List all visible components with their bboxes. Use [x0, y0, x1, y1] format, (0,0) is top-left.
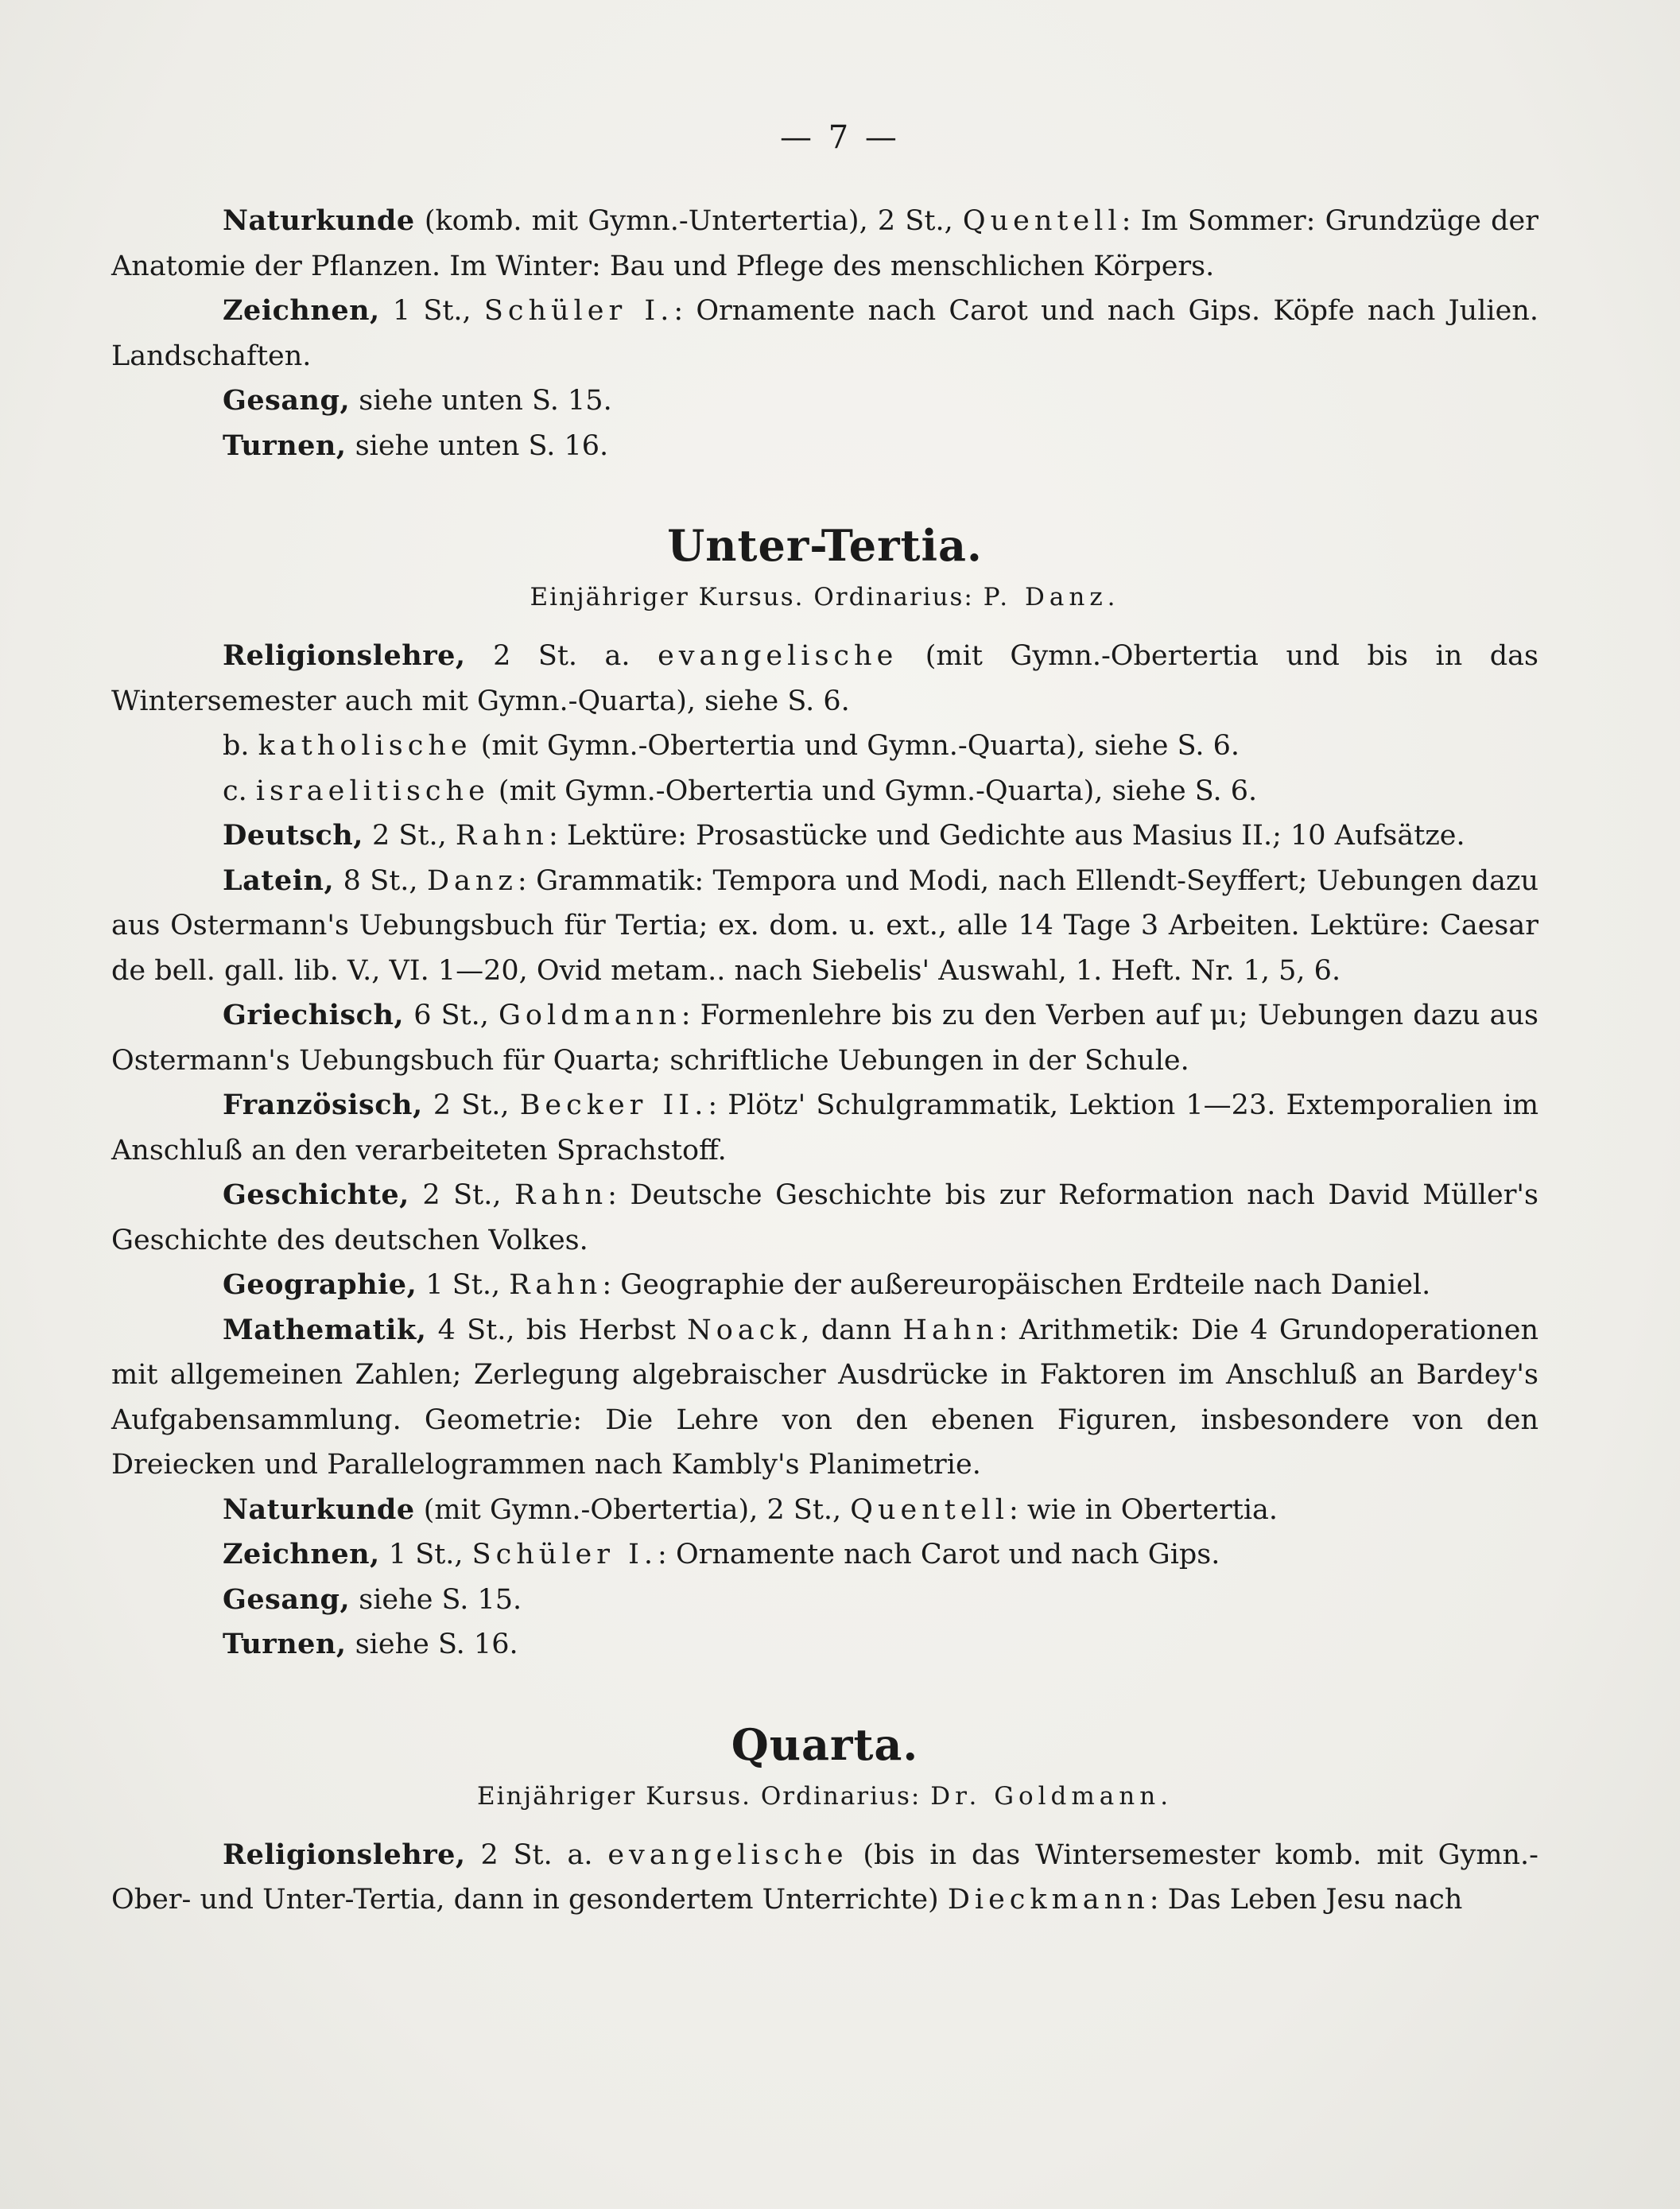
- page-content: [111, 199, 1538, 1923]
- entry-text: : Im Sommer: Grundzüge der Anatomie der Pflanzen. Im Winter: Bau und Pflege des menschlichen Körpers.: [111, 205, 1538, 282]
- teacher-name: Rahn: [514, 1179, 608, 1211]
- entry-latein: [111, 859, 1538, 994]
- teacher-name: Goldmann: [498, 1000, 681, 1031]
- entry-text: (bis in das Wintersemester komb. mit Gymn.-Ober- und Unter-Tertia, dann in gesondertem Unterrichte): [111, 1838, 1538, 1916]
- teacher-name: Schüler I.: [483, 295, 674, 327]
- entry-geschichte: [111, 1173, 1538, 1263]
- entry-geographie: [111, 1263, 1538, 1308]
- subject-heading: Zeichnen,: [223, 294, 380, 327]
- section-subtitle: [111, 1777, 1538, 1815]
- entry-religion-b: [111, 724, 1538, 769]
- entry-deutsch: [111, 813, 1538, 859]
- subject-heading: Turnen,: [223, 429, 347, 462]
- entry-text: b.: [223, 730, 258, 762]
- page-number: — 7 —: [780, 119, 900, 156]
- entry-text: 2 St.,: [363, 820, 456, 852]
- teacher-name: Rahn: [455, 820, 549, 852]
- subject-heading: Geschichte,: [223, 1178, 409, 1211]
- entry-mathematik: [111, 1308, 1538, 1488]
- entry-text: : Lektüre: Prosastücke und Gedichte aus Masius II.; 10 Aufsätze.: [548, 820, 1465, 852]
- entry-text: (mit Gymn.-Obertertia und Gymn.-Quarta), siehe S. 6.: [471, 730, 1240, 762]
- teacher-name: Becker II.: [519, 1089, 708, 1121]
- entry-text: : Arithmetik: Die 4 Grundoperationen mit allgemeinen Zahlen; Zerlegung algebraischer Ausdrücke in Faktoren im Anschluß an Bardey's Aufgabensammlung. Geometrie: Die Lehre von den ebenen Figuren, insbesondere von den Dreiecken und Parallelogrammen nach Kambly's Planimetrie.: [111, 1314, 1539, 1481]
- subject-heading: Gesang,: [223, 384, 351, 417]
- entry-text: (mit Gymn.-Obertertia), 2 St.,: [414, 1493, 851, 1526]
- section-subtitle: [111, 578, 1538, 616]
- entry-text: : Deutsche Geschichte bis zur Reformation nach David Müller's Geschichte des deutschen Volkes.: [111, 1179, 1539, 1256]
- entry-text: 1 St.,: [379, 1539, 472, 1570]
- teacher-name: Quentell: [962, 205, 1122, 237]
- entry-text: c.: [223, 775, 256, 807]
- confession-label: evangelische: [658, 640, 898, 672]
- entry-text: : Geographie der außereuropäischen Erdteile nach Daniel.: [602, 1269, 1431, 1301]
- entry-text: 1 St.,: [379, 295, 484, 327]
- entry-text: siehe unten S. 16.: [346, 429, 609, 462]
- entry-text: 2 St. a.: [465, 1838, 608, 1871]
- entry-zeichnen: [111, 289, 1538, 379]
- subject-heading: Religionslehre,: [223, 639, 466, 672]
- teacher-name: Quentell: [850, 1493, 1009, 1526]
- entry-text: : Ornamente nach Carot und nach Gips. Köpfe nach Julien. Landschaften.: [111, 295, 1538, 372]
- subject-heading: Griechisch,: [223, 999, 405, 1031]
- section-title-quarta: Quarta.: [731, 1718, 919, 1770]
- entry-text: (komb. mit Gymn.-Untertertia), 2 St.,: [414, 205, 963, 237]
- subject-heading: Deutsch,: [223, 819, 363, 852]
- entry-text: (mit Gymn.-Obertertia und bis in das Wintersemester auch mit Gymn.-Quarta), siehe S. 6.: [111, 640, 1538, 717]
- entry-text: 4 St., bis Herbst: [426, 1314, 688, 1346]
- subject-heading: Latein,: [223, 864, 335, 897]
- entry-text: , dann: [801, 1314, 903, 1346]
- entry-text: 6 St.,: [404, 1000, 499, 1031]
- subject-heading: Zeichnen,: [223, 1538, 380, 1570]
- confession-label: israelitische: [255, 775, 490, 807]
- entry-religionslehre: [111, 1833, 1538, 1923]
- teacher-name: Schüler I.: [471, 1539, 658, 1570]
- teacher-name: Hahn: [902, 1314, 999, 1346]
- teacher-name: Dieckmann: [947, 1884, 1150, 1916]
- entry-religion-c: [111, 769, 1538, 814]
- entry-text: : Grammatik: Tempora und Modi, nach Ellendt-Seyffert; Uebungen dazu aus Ostermann's Uebungsbuch für Tertia; ex. dom. u. ext., alle 14 Tage 3 Arbeiten. Lektüre: Caesar de bell. gall. lib. V., VI. 1—20, Ovid metam.. nach Siebelis' Auswahl, 1. Heft. Nr. 1, 5, 6.: [111, 864, 1539, 987]
- entry-zeichnen: [111, 1532, 1538, 1578]
- entry-text: : wie in Obertertia.: [1008, 1493, 1278, 1526]
- subject-heading: Französisch,: [223, 1089, 423, 1121]
- entry-text: : Formenlehre bis zu den Verben auf μι; Uebungen dazu aus Ostermann's Uebungsbuch für Quarta; schriftliche Uebungen in der Schule.: [111, 1000, 1538, 1077]
- entry-turnen: [111, 1622, 1538, 1667]
- subject-heading: Naturkunde: [223, 204, 415, 237]
- subject-heading: Gesang,: [223, 1582, 351, 1616]
- subtitle-text: Einjähriger Kursus. Ordinarius:: [476, 1781, 931, 1811]
- entry-turnen: [111, 424, 1538, 469]
- entry-text: 2 St.,: [409, 1179, 514, 1211]
- entry-naturkunde: [111, 199, 1538, 289]
- confession-label: katholische: [258, 730, 472, 762]
- entry-religionslehre: [111, 634, 1538, 724]
- entry-text: 2 St. a.: [465, 640, 658, 672]
- entry-text: 2 St.,: [422, 1089, 520, 1121]
- teacher-name: Rahn: [509, 1269, 603, 1301]
- entry-franzoesisch: [111, 1083, 1538, 1173]
- subject-heading: Religionslehre,: [223, 1838, 466, 1871]
- entry-gesang: [111, 1578, 1538, 1623]
- entry-griechisch: [111, 993, 1538, 1083]
- ordinarius-name: P. Danz.: [983, 583, 1120, 611]
- entry-text: siehe S. 16.: [346, 1629, 518, 1660]
- subtitle-text: Einjähriger Kursus. Ordinarius:: [530, 583, 984, 611]
- section-title-unter-tertia: Unter-Tertia.: [667, 520, 983, 571]
- entry-naturkunde: [111, 1488, 1538, 1533]
- confession-label: evangelische: [607, 1838, 848, 1871]
- entry-gesang: [111, 379, 1538, 424]
- entry-text: 1 St.,: [417, 1269, 510, 1301]
- entry-text: : Das Leben Jesu nach: [1149, 1884, 1463, 1916]
- subject-heading: Mathematik,: [223, 1313, 427, 1346]
- subject-heading: Geographie,: [223, 1268, 417, 1301]
- entry-text: siehe unten S. 15.: [350, 385, 612, 417]
- entry-text: : Ornamente nach Carot und nach Gips.: [658, 1539, 1220, 1570]
- entry-text: : Plötz' Schulgrammatik, Lektion 1—23. Extemporalien im Anschluß an den verarbeiteten Sprachstoff.: [111, 1089, 1539, 1167]
- teacher-name: Danz: [426, 864, 518, 897]
- teacher-name: Noack: [687, 1314, 801, 1346]
- subject-heading: Turnen,: [223, 1628, 347, 1660]
- subject-heading: Naturkunde: [223, 1493, 415, 1526]
- entry-text: (mit Gymn.-Obertertia und Gymn.-Quarta), siehe S. 6.: [489, 775, 1258, 807]
- entry-text: 8 St.,: [334, 864, 427, 897]
- entry-text: siehe S. 15.: [350, 1583, 522, 1616]
- ordinarius-name: Dr. Goldmann.: [930, 1781, 1174, 1811]
